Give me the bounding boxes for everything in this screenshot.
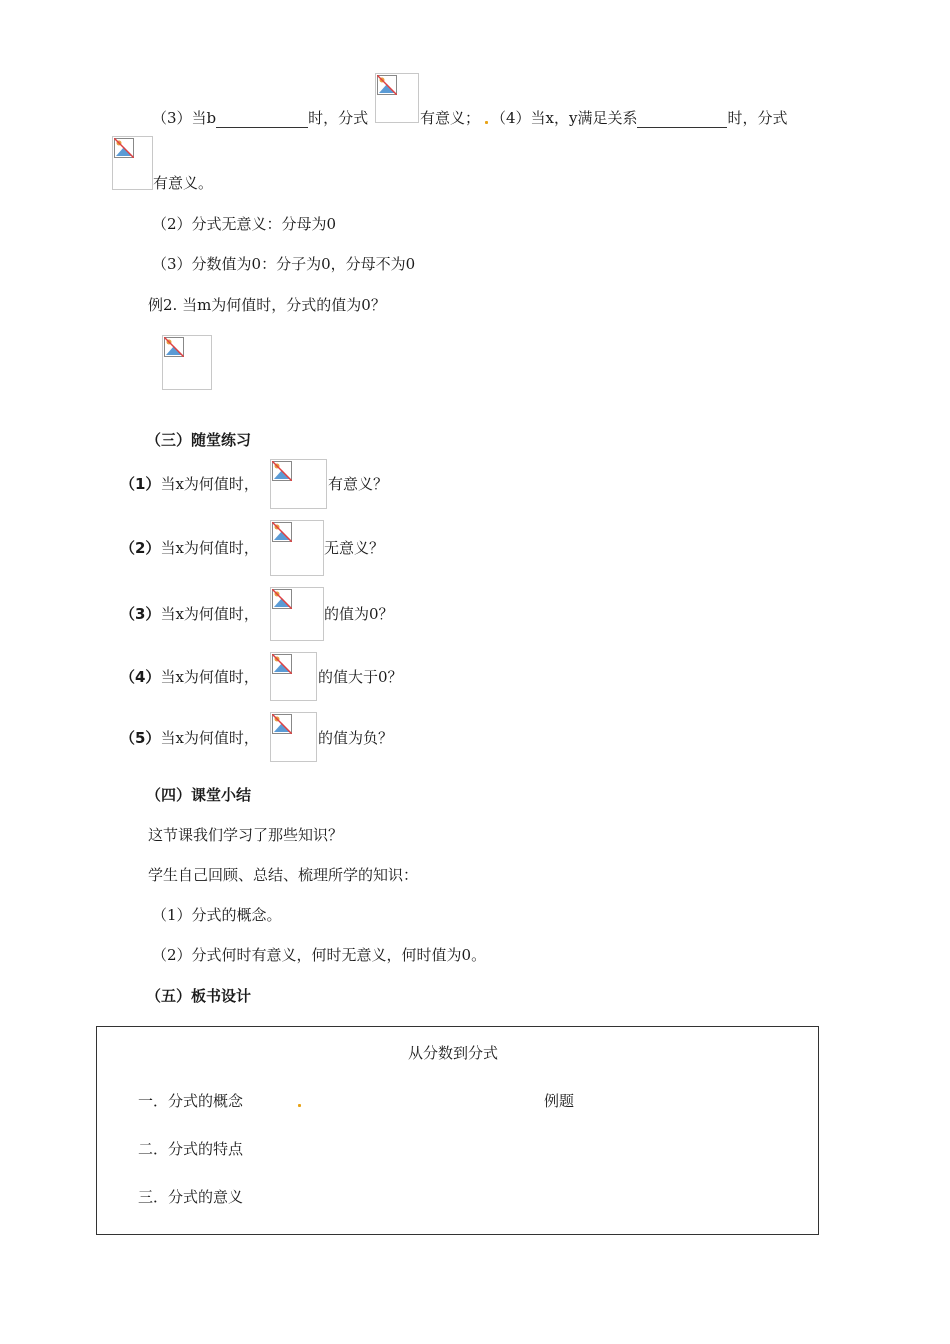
broken-image-icon	[272, 522, 292, 542]
formula-image	[270, 652, 317, 701]
meaning-text: 有意义。	[153, 174, 214, 192]
board-example-label: 例题	[544, 1092, 575, 1110]
broken-image-icon	[272, 461, 292, 481]
rule-zero: （3）分数值为0：分子为0，分母不为0	[152, 255, 416, 273]
question-line-3-4-cont: 有意义；	[420, 109, 481, 127]
practice-item-2: （2）当x为何值时，	[120, 539, 259, 557]
formula-image	[112, 136, 153, 190]
broken-image-icon	[377, 75, 397, 95]
marker-dot	[298, 1104, 301, 1107]
broken-image-icon	[272, 714, 292, 734]
formula-image	[270, 587, 324, 641]
board-item: 二．分式的特点	[138, 1140, 244, 1158]
practice-item-4: （4）当x为何值时，	[120, 668, 259, 686]
practice-item-3-tail: 的值为0？	[324, 605, 394, 623]
section-heading-board: （五）板书设计	[146, 987, 252, 1005]
board-design-box	[96, 1026, 819, 1235]
practice-item-1: （1）当x为何值时，	[120, 475, 259, 493]
practice-item-3: （3）当x为何值时，	[120, 605, 259, 623]
practice-item-5: （5）当x为何值时，	[120, 729, 259, 747]
section-heading-practice: （三）随堂练习	[146, 431, 252, 449]
practice-item-1-tail: 有意义？	[328, 475, 389, 493]
broken-image-icon	[114, 138, 134, 158]
blank-xy	[637, 111, 727, 128]
rule-undefined: （2）分式无意义：分母为0	[152, 215, 337, 233]
section-heading-summary: （四）课堂小结	[146, 786, 252, 804]
formula-image	[270, 520, 324, 576]
blank-b	[216, 111, 308, 128]
formula-image	[162, 335, 212, 390]
marker-dot	[485, 121, 488, 124]
board-item: 一．分式的概念	[138, 1092, 244, 1110]
summary-line: 这节课我们学习了那些知识？	[148, 826, 344, 844]
summary-line: 学生自己回顾、总结、梳理所学的知识：	[148, 866, 419, 884]
formula-image	[270, 712, 317, 762]
practice-item-2-tail: 无意义？	[324, 539, 385, 557]
formula-image	[270, 459, 327, 509]
summary-line: （1）分式的概念。	[152, 906, 282, 924]
board-item: 三．分式的意义	[138, 1188, 244, 1206]
broken-image-icon	[272, 654, 292, 674]
broken-image-icon	[272, 589, 292, 609]
summary-line: （2）分式何时有意义，何时无意义，何时值为0。	[152, 946, 487, 964]
question-line-3-4: （3）当b 时，分式	[152, 109, 369, 127]
example-2: 例2. 当m为何值时，分式的值为0？	[148, 296, 386, 314]
practice-item-4-tail: 的值大于0？	[318, 668, 403, 686]
broken-image-icon	[164, 337, 184, 357]
formula-image	[375, 73, 419, 123]
board-title: 从分数到分式	[408, 1044, 499, 1062]
practice-item-5-tail: 的值为负？	[318, 729, 394, 747]
question-line-4: （4）当x，y满足关系 时，分式	[491, 109, 788, 127]
